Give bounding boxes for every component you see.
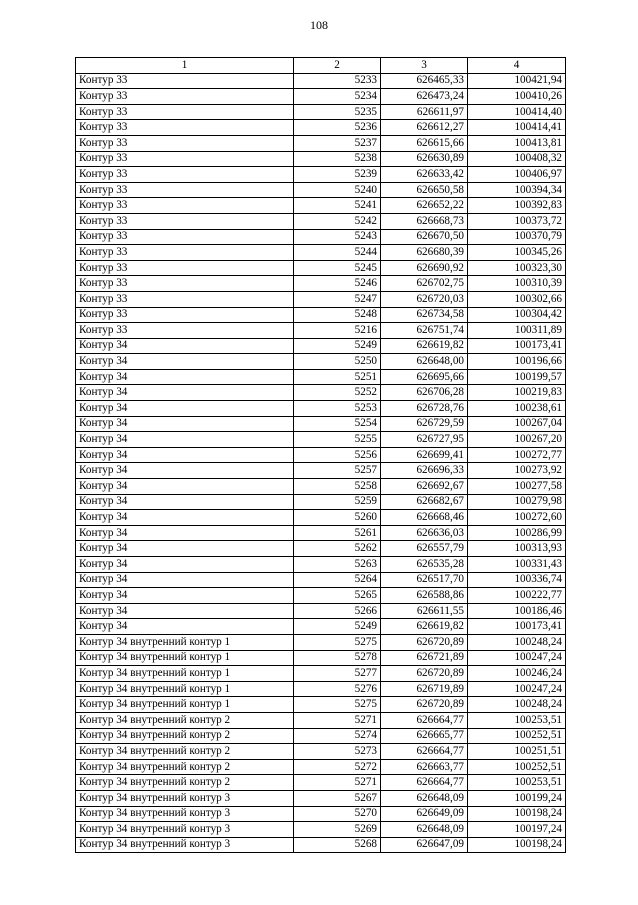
contour-name-cell: Контур 33 (76, 213, 294, 229)
contour-name-cell: Контур 33 (76, 307, 294, 323)
x-coordinate-cell: 626734,58 (381, 307, 468, 323)
x-coordinate-cell: 626648,09 (381, 822, 468, 838)
y-coordinate-cell: 100247,24 (468, 681, 566, 697)
table-row (76, 588, 566, 604)
y-coordinate-cell: 100272,77 (468, 447, 566, 463)
contour-name-cell: Контур 33 (76, 120, 294, 136)
point-number-cell: 5251 (294, 369, 381, 385)
y-coordinate-cell: 100394,34 (468, 182, 566, 198)
y-coordinate-cell: 100421,94 (468, 73, 566, 89)
point-number-cell: 5263 (294, 557, 381, 573)
point-number-cell: 5271 (294, 712, 381, 728)
contour-name-cell: Контур 33 (76, 198, 294, 214)
y-coordinate-cell: 100286,99 (468, 525, 566, 541)
table-row (76, 510, 566, 526)
table-row (76, 401, 566, 417)
y-coordinate-cell: 100311,89 (468, 323, 566, 339)
point-number-cell: 5238 (294, 151, 381, 167)
contour-name-cell: Контур 34 (76, 494, 294, 510)
y-coordinate-cell: 100253,51 (468, 712, 566, 728)
table-row (76, 650, 566, 666)
contour-name-cell: Контур 33 (76, 260, 294, 276)
table-row (76, 307, 566, 323)
x-coordinate-cell: 626729,59 (381, 416, 468, 432)
x-coordinate-cell: 626630,89 (381, 151, 468, 167)
point-number-cell: 5275 (294, 697, 381, 713)
table-row (76, 416, 566, 432)
x-coordinate-cell: 626649,09 (381, 806, 468, 822)
y-coordinate-cell: 100414,41 (468, 120, 566, 136)
point-number-cell: 5270 (294, 806, 381, 822)
y-coordinate-cell: 100199,57 (468, 369, 566, 385)
contour-name-cell: Контур 34 (76, 572, 294, 588)
x-coordinate-cell: 626665,77 (381, 728, 468, 744)
y-coordinate-cell: 100197,24 (468, 822, 566, 838)
y-coordinate-cell: 100302,66 (468, 291, 566, 307)
table-row (76, 213, 566, 229)
column-header-3: 3 (381, 58, 468, 74)
point-number-cell: 5255 (294, 432, 381, 448)
contour-name-cell: Контур 34 (76, 338, 294, 354)
x-coordinate-cell: 626465,33 (381, 73, 468, 89)
table-row (76, 369, 566, 385)
x-coordinate-cell: 626719,89 (381, 681, 468, 697)
contour-name-cell: Контур 33 (76, 73, 294, 89)
point-number-cell: 5241 (294, 198, 381, 214)
contour-name-cell: Контур 34 (76, 385, 294, 401)
point-number-cell: 5236 (294, 120, 381, 136)
y-coordinate-cell: 100272,60 (468, 510, 566, 526)
table-row (76, 135, 566, 151)
contour-name-cell: Контур 34 (76, 369, 294, 385)
table-row (76, 291, 566, 307)
y-coordinate-cell: 100248,24 (468, 697, 566, 713)
contour-name-cell: Контур 34 внутренний контур 1 (76, 650, 294, 666)
y-coordinate-cell: 100186,46 (468, 603, 566, 619)
table-row (76, 744, 566, 760)
y-coordinate-cell: 100251,51 (468, 744, 566, 760)
y-coordinate-cell: 100222,77 (468, 588, 566, 604)
table-row (76, 354, 566, 370)
y-coordinate-cell: 100313,93 (468, 541, 566, 557)
point-number-cell: 5258 (294, 479, 381, 495)
y-coordinate-cell: 100392,83 (468, 198, 566, 214)
contour-name-cell: Контур 34 (76, 619, 294, 635)
x-coordinate-cell: 626619,82 (381, 338, 468, 354)
y-coordinate-cell: 100310,39 (468, 276, 566, 292)
contour-name-cell: Контур 33 (76, 135, 294, 151)
table-row (76, 182, 566, 198)
y-coordinate-cell: 100267,04 (468, 416, 566, 432)
contour-name-cell: Контур 34 (76, 354, 294, 370)
table-row (76, 338, 566, 354)
point-number-cell: 5278 (294, 650, 381, 666)
contour-name-cell: Контур 34 внутренний контур 1 (76, 681, 294, 697)
point-number-cell: 5243 (294, 229, 381, 245)
x-coordinate-cell: 626535,28 (381, 557, 468, 573)
x-coordinate-cell: 626682,67 (381, 494, 468, 510)
point-number-cell: 5242 (294, 213, 381, 229)
point-number-cell: 5265 (294, 588, 381, 604)
table-row (76, 73, 566, 89)
point-number-cell: 5249 (294, 338, 381, 354)
point-number-cell: 5257 (294, 463, 381, 479)
point-number-cell: 5269 (294, 822, 381, 838)
y-coordinate-cell: 100410,26 (468, 89, 566, 105)
contour-name-cell: Контур 34 внутренний контур 2 (76, 728, 294, 744)
coordinates-table (75, 57, 566, 853)
point-number-cell: 5275 (294, 634, 381, 650)
point-number-cell: 5245 (294, 260, 381, 276)
y-coordinate-cell: 100247,24 (468, 650, 566, 666)
point-number-cell: 5239 (294, 167, 381, 183)
x-coordinate-cell: 626650,58 (381, 182, 468, 198)
point-number-cell: 5274 (294, 728, 381, 744)
point-number-cell: 5252 (294, 385, 381, 401)
y-coordinate-cell: 100173,41 (468, 619, 566, 635)
x-coordinate-cell: 626720,89 (381, 634, 468, 650)
table-row (76, 463, 566, 479)
x-coordinate-cell: 626692,67 (381, 479, 468, 495)
x-coordinate-cell: 626751,74 (381, 323, 468, 339)
point-number-cell: 5277 (294, 666, 381, 682)
table-row (76, 697, 566, 713)
contour-name-cell: Контур 33 (76, 104, 294, 120)
column-header-2: 2 (294, 58, 381, 74)
contour-name-cell: Контур 34 внутренний контур 1 (76, 666, 294, 682)
table-row (76, 151, 566, 167)
point-number-cell: 5264 (294, 572, 381, 588)
y-coordinate-cell: 100246,24 (468, 666, 566, 682)
column-header-4: 4 (468, 58, 566, 74)
table-row (76, 806, 566, 822)
x-coordinate-cell: 626615,66 (381, 135, 468, 151)
x-coordinate-cell: 626664,77 (381, 775, 468, 791)
contour-name-cell: Контур 34 (76, 541, 294, 557)
point-number-cell: 5248 (294, 307, 381, 323)
point-number-cell: 5268 (294, 837, 381, 853)
contour-name-cell: Контур 34 внутренний контур 2 (76, 744, 294, 760)
y-coordinate-cell: 100198,24 (468, 837, 566, 853)
contour-name-cell: Контур 34 внутренний контур 2 (76, 712, 294, 728)
point-number-cell: 5261 (294, 525, 381, 541)
table-row (76, 494, 566, 510)
point-number-cell: 5254 (294, 416, 381, 432)
point-number-cell: 5246 (294, 276, 381, 292)
table-row (76, 822, 566, 838)
point-number-cell: 5240 (294, 182, 381, 198)
table-row (76, 120, 566, 136)
y-coordinate-cell: 100370,79 (468, 229, 566, 245)
x-coordinate-cell: 626670,50 (381, 229, 468, 245)
y-coordinate-cell: 100279,98 (468, 494, 566, 510)
table-row (76, 557, 566, 573)
y-coordinate-cell: 100304,42 (468, 307, 566, 323)
y-coordinate-cell: 100248,24 (468, 634, 566, 650)
x-coordinate-cell: 626611,55 (381, 603, 468, 619)
y-coordinate-cell: 100336,74 (468, 572, 566, 588)
y-coordinate-cell: 100196,66 (468, 354, 566, 370)
table-header-row (76, 58, 566, 74)
x-coordinate-cell: 626728,76 (381, 401, 468, 417)
table-row (76, 619, 566, 635)
contour-name-cell: Контур 34 внутренний контур 3 (76, 837, 294, 853)
table-row (76, 603, 566, 619)
table-row (76, 681, 566, 697)
y-coordinate-cell: 100253,51 (468, 775, 566, 791)
table-row (76, 323, 566, 339)
point-number-cell: 5259 (294, 494, 381, 510)
point-number-cell: 5234 (294, 89, 381, 105)
x-coordinate-cell: 626664,77 (381, 744, 468, 760)
y-coordinate-cell: 100199,24 (468, 790, 566, 806)
contour-name-cell: Контур 34 внутренний контур 1 (76, 697, 294, 713)
y-coordinate-cell: 100413,81 (468, 135, 566, 151)
y-coordinate-cell: 100173,41 (468, 338, 566, 354)
x-coordinate-cell: 626517,70 (381, 572, 468, 588)
table-row (76, 541, 566, 557)
table-row (76, 229, 566, 245)
contour-name-cell: Контур 34 (76, 432, 294, 448)
point-number-cell: 5250 (294, 354, 381, 370)
x-coordinate-cell: 626648,00 (381, 354, 468, 370)
x-coordinate-cell: 626648,09 (381, 790, 468, 806)
point-number-cell: 5216 (294, 323, 381, 339)
y-coordinate-cell: 100323,30 (468, 260, 566, 276)
contour-name-cell: Контур 34 (76, 603, 294, 619)
table-row (76, 167, 566, 183)
y-coordinate-cell: 100331,43 (468, 557, 566, 573)
table-row (76, 525, 566, 541)
point-number-cell: 5235 (294, 104, 381, 120)
y-coordinate-cell: 100273,92 (468, 463, 566, 479)
contour-name-cell: Контур 34 (76, 401, 294, 417)
point-number-cell: 5244 (294, 245, 381, 261)
contour-name-cell: Контур 34 (76, 479, 294, 495)
table-row (76, 634, 566, 650)
contour-name-cell: Контур 33 (76, 291, 294, 307)
x-coordinate-cell: 626690,92 (381, 260, 468, 276)
point-number-cell: 5267 (294, 790, 381, 806)
x-coordinate-cell: 626664,77 (381, 712, 468, 728)
point-number-cell: 5262 (294, 541, 381, 557)
page-number: 108 (310, 18, 328, 32)
x-coordinate-cell: 626706,28 (381, 385, 468, 401)
y-coordinate-cell: 100345,26 (468, 245, 566, 261)
table-row (76, 728, 566, 744)
table-row (76, 712, 566, 728)
table-row (76, 260, 566, 276)
x-coordinate-cell: 626696,33 (381, 463, 468, 479)
x-coordinate-cell: 626699,41 (381, 447, 468, 463)
x-coordinate-cell: 626721,89 (381, 650, 468, 666)
contour-name-cell: Контур 33 (76, 229, 294, 245)
point-number-cell: 5260 (294, 510, 381, 526)
table-row (76, 790, 566, 806)
point-number-cell: 5273 (294, 744, 381, 760)
x-coordinate-cell: 626702,75 (381, 276, 468, 292)
x-coordinate-cell: 626695,66 (381, 369, 468, 385)
contour-name-cell: Контур 34 внутренний контур 1 (76, 634, 294, 650)
y-coordinate-cell: 100406,97 (468, 167, 566, 183)
x-coordinate-cell: 626663,77 (381, 759, 468, 775)
x-coordinate-cell: 626652,22 (381, 198, 468, 214)
contour-name-cell: Контур 34 внутренний контур 2 (76, 775, 294, 791)
x-coordinate-cell: 626720,89 (381, 697, 468, 713)
contour-name-cell: Контур 34 (76, 416, 294, 432)
contour-name-cell: Контур 34 внутренний контур 3 (76, 822, 294, 838)
x-coordinate-cell: 626680,39 (381, 245, 468, 261)
point-number-cell: 5233 (294, 73, 381, 89)
point-number-cell: 5253 (294, 401, 381, 417)
y-coordinate-cell: 100267,20 (468, 432, 566, 448)
x-coordinate-cell: 626588,86 (381, 588, 468, 604)
contour-name-cell: Контур 34 внутренний контур 2 (76, 759, 294, 775)
table-row (76, 837, 566, 853)
point-number-cell: 5272 (294, 759, 381, 775)
point-number-cell: 5256 (294, 447, 381, 463)
contour-name-cell: Контур 34 (76, 463, 294, 479)
x-coordinate-cell: 626647,09 (381, 837, 468, 853)
table-row (76, 198, 566, 214)
table-row (76, 666, 566, 682)
point-number-cell: 5249 (294, 619, 381, 635)
table-row (76, 385, 566, 401)
x-coordinate-cell: 626668,73 (381, 213, 468, 229)
y-coordinate-cell: 100373,72 (468, 213, 566, 229)
table-row (76, 775, 566, 791)
x-coordinate-cell: 626636,03 (381, 525, 468, 541)
contour-name-cell: Контур 34 (76, 510, 294, 526)
y-coordinate-cell: 100277,58 (468, 479, 566, 495)
table-row (76, 572, 566, 588)
x-coordinate-cell: 626619,82 (381, 619, 468, 635)
contour-name-cell: Контур 33 (76, 167, 294, 183)
contour-name-cell: Контур 34 (76, 525, 294, 541)
x-coordinate-cell: 626557,79 (381, 541, 468, 557)
y-coordinate-cell: 100252,51 (468, 728, 566, 744)
x-coordinate-cell: 626611,97 (381, 104, 468, 120)
x-coordinate-cell: 626612,27 (381, 120, 468, 136)
contour-name-cell: Контур 34 (76, 557, 294, 573)
y-coordinate-cell: 100252,51 (468, 759, 566, 775)
contour-name-cell: Контур 33 (76, 323, 294, 339)
point-number-cell: 5237 (294, 135, 381, 151)
table-row (76, 104, 566, 120)
table-row (76, 479, 566, 495)
contour-name-cell: Контур 33 (76, 182, 294, 198)
y-coordinate-cell: 100408,32 (468, 151, 566, 167)
y-coordinate-cell: 100238,61 (468, 401, 566, 417)
table-row (76, 759, 566, 775)
contour-name-cell: Контур 33 (76, 245, 294, 261)
contour-name-cell: Контур 34 (76, 447, 294, 463)
point-number-cell: 5266 (294, 603, 381, 619)
y-coordinate-cell: 100219,83 (468, 385, 566, 401)
table-row (76, 89, 566, 105)
x-coordinate-cell: 626720,89 (381, 666, 468, 682)
point-number-cell: 5247 (294, 291, 381, 307)
column-header-1: 1 (76, 58, 294, 74)
table-row (76, 447, 566, 463)
x-coordinate-cell: 626720,03 (381, 291, 468, 307)
contour-name-cell: Контур 33 (76, 89, 294, 105)
contour-name-cell: Контур 33 (76, 276, 294, 292)
x-coordinate-cell: 626473,24 (381, 89, 468, 105)
contour-name-cell: Контур 34 (76, 588, 294, 604)
x-coordinate-cell: 626727,95 (381, 432, 468, 448)
x-coordinate-cell: 626668,46 (381, 510, 468, 526)
contour-name-cell: Контур 33 (76, 151, 294, 167)
table-row (76, 432, 566, 448)
point-number-cell: 5276 (294, 681, 381, 697)
point-number-cell: 5271 (294, 775, 381, 791)
table-body (76, 73, 566, 853)
table-row (76, 245, 566, 261)
contour-name-cell: Контур 34 внутренний контур 3 (76, 790, 294, 806)
contour-name-cell: Контур 34 внутренний контур 3 (76, 806, 294, 822)
x-coordinate-cell: 626633,42 (381, 167, 468, 183)
y-coordinate-cell: 100198,24 (468, 806, 566, 822)
table-row (76, 276, 566, 292)
y-coordinate-cell: 100414,40 (468, 104, 566, 120)
